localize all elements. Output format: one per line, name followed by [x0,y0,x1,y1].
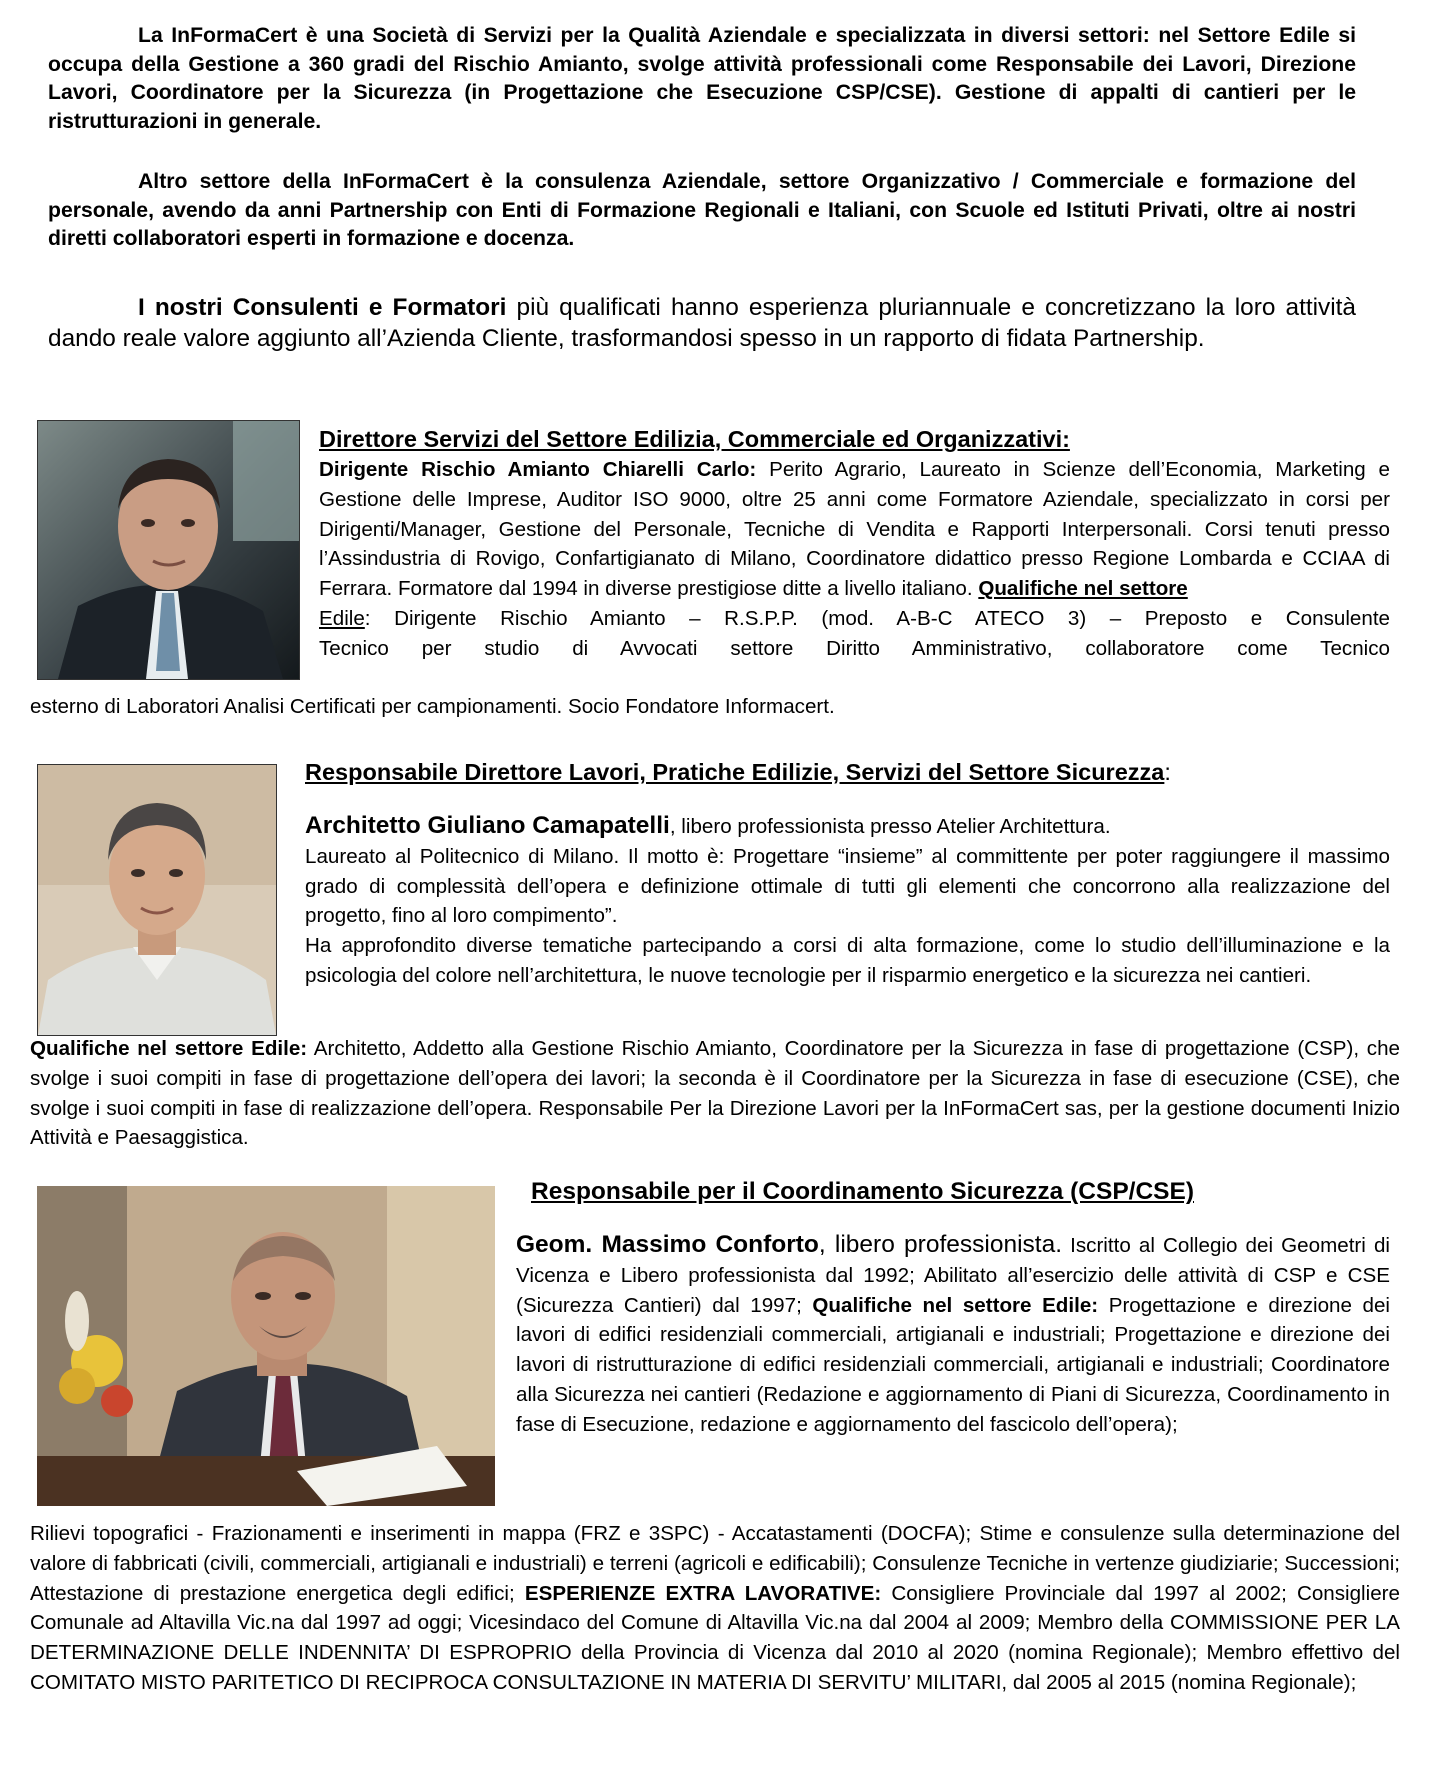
person1-qualifications-text-3: esterno di Laboratori Analisi Certificati per campionamenti. Socio Fondatore Informacert. [30,695,835,718]
intro-paragraph-1-text: La InFormaCert è una Società di Servizi per la Qualità Aziendale e specializzata in diversi settori: nel Settore Edile si occupa della Gestione a 360 gradi del Rischio Amianto, svolge attività professionali come Responsabile dei Lavori, Direzione Lavori, Coordinatore per la Sicurezza (in Progettazione che Esecuzione CSP/CSE). Gestione di appalti di cantieri per le ristrutturazioni in generale. [48,24,1356,133]
portrait-photo-camapatelli [37,764,277,1036]
person2-header-block [305,757,1390,991]
person1-qualifications-label-edile: Edile [319,606,365,630]
person2-qualifications [30,1034,1400,1153]
person1-qualifications-label: Qualifiche nel settore [978,577,1188,601]
person1-qualifications-text-2: Tecnico per studio di Avvocati settore Diritto Amministrativo, collaboratore come Tecnico [319,636,1390,660]
person1-qualifications-line1 [319,604,1390,634]
person3-continued [30,1519,1400,1698]
person1-header-block [319,424,1390,664]
portrait-illustration [38,765,276,1035]
person2-name: Architetto Giuliano Camapatelli [305,812,670,839]
person3-bio-text: Iscritto al Collegio dei Geometri di Vicenza e Libero professionista dal 1992; Abilitato all’esercizio delle attività di CSP e CSE (Sicurezza Cantieri) dal 1997; [516,1234,1390,1317]
person2-qualifications-label: Qualifiche nel settore Edile: [30,1037,308,1060]
person1-bio [319,455,1390,604]
intro-paragraph-3-text: più qualificati hanno esperienza pluriannuale e concretizzano la loro attività dando reale valore aggiunto all’Azienda Cliente, trasformandosi spesso in un rapporto di fidata Partnership. [48,294,1356,352]
person2-bio-2: Ha approfondito diverse tematiche partecipando a corsi di alta formazione, come lo studio dell’illuminazione e la psicologia del colore nell’architettura, le nuove tecnologie per il risparmio energetico e la sicurezza nei cantieri. [305,934,1390,987]
person3-extra-text: Consigliere Provinciale dal 1997 al 2002; Consigliere Comunale ad Altavilla Vic.na dal 1997 ad oggi; Vicesindaco del Comune di Altavilla Vic.na dal 2004 al 2009; Membro della COMMISSIONE PER LA DETERMINAZIONE DELLE INDENNITA’ DI ESPROPRIO della Provincia di Vicenza dal 2010 al 2020 (nomina Regionale); Membro effettivo del COMITATO MISTO PARITETICO DI RECIPROCA CONSULTAZIONE IN MATERIA DI SERVITU’ MILITARI, dal 2005 al 2015 (nomina Regionale); [30,1581,1400,1694]
person1-qualifications-line2 [319,634,1390,664]
person3-qualifications-label: Qualifiche nel settore Edile: [812,1293,1099,1317]
person3-extra-label: ESPERIENZE EXTRA LAVORATIVE: [524,1581,882,1605]
person2-bio-1: Laureato al Politecnico di Milano. Il motto è: Progettare “insieme” al committente per poter raggiungere il massimo grado di complessità dell’opera e definizione ottimale di tutti gli elementi che concorrono alla realizzazione del progetto, fino al loro compimento”. [305,844,1390,928]
person3-name: Geom. Massimo Conforto [516,1231,819,1258]
person2-qualifications-text: Architetto, Addetto alla Gestione Rischio Amianto, Coordinatore per la Sicurezza in fase di progettazione (CSP), che svolge i suoi compiti in fase di progettazione dell’opera dei lavori; la seconda è il Coordinatore per la Sicurezza in fase di esecuzione (CSE), che svolge i suoi compiti in fase di realizzazione dell’opera. Responsabile Per la Direzione Lavori per la InFormaCert sas, per la gestione documenti Inizio Attività e Paesaggistica. [30,1037,1401,1150]
portrait-photo-chiarelli [37,420,300,680]
person3-qualifications-text: Progettazione e direzione dei lavori di edifici residenziali commerciali, artigianali e industriali; Progettazione e direzione dei lavori di ristrutturazione di edifici residenziali commerciali, artigianali e industriali; Coordinatore alla Sicurezza nei cantieri (Redazione e aggiornamento di Piani di Sicurezza, Coordinamento in fase di Esecuzione, redazione e aggiornamento del fascicolo dell’opera); [516,1293,1390,1436]
person3-name-rest: , libero professionista. [818,1231,1063,1258]
intro-paragraph-2 [48,168,1356,254]
person1-name: Dirigente Rischio Amianto Chiarelli Carlo: [319,458,757,481]
person3-role-heading: Responsabile per il Coordinamento Sicurezza (CSP/CSE) [531,1178,1194,1205]
person2-role-heading-colon: : [1164,759,1171,785]
person2-role-heading-row [305,757,1390,788]
person1-qualifications-line3 [30,692,1400,722]
person1-bio-text: Perito Agrario, Laureato in Scienze dell’Economia, Marketing e Gestione delle Imprese, Auditor ISO 9000, oltre 25 anni come Formatore Aziendale, specializzato in corsi per Dirigenti/Manager, Gestione del Personale, Tecniche di Vendita e Rapporti Interpersonali. Corsi tenuti presso l’Assindustria di Rovigo, Confartigianato di Milano, Coordinatore didattico presso Regione Lombarda e CCIAA di Ferrara. Formatore dal 1994 in diverse prestigiose ditte a livello italiano. [319,458,1390,601]
person1-role-heading: Direttore Servizi del Settore Edilizia, Commerciale ed Organizzativi: [319,426,1070,452]
intro-paragraph-2-text: Altro settore della InFormaCert è la consulenza Aziendale, settore Organizzativo / Commerciale e formazione del personale, avendo da anni Partnership con Enti di Formazione Regionali e Italiani, con Scuole ed Istituti Privati, oltre ai nostri diretti collaboratori esperti in formazione e docenza. [48,170,1356,250]
intro-paragraph-3-bold: I nostri Consulenti e Formatori [138,294,507,321]
person2-role-heading: Responsabile Direttore Lavori, Pratiche Edilizie, Servizi del Settore Sicurezza [305,759,1165,785]
person2-name-rest: , libero professionista presso Atelier Architettura. [669,815,1111,838]
portrait-illustration [37,1186,495,1506]
portrait-illustration [38,421,299,679]
intro-paragraph-1 [48,22,1356,136]
person1-qualifications-text-1: : Dirigente Rischio Amianto – R.S.P.P. (mod. A-B-C ATECO 3) – Preposto e Consulente [364,606,1390,630]
portrait-photo-conforto [37,1186,495,1506]
intro-paragraph-3 [48,293,1356,354]
person3-bio [516,1230,1390,1440]
person3-continued-text: Rilievi topografici - Frazionamenti e inserimenti in mappa (FRZ e 3SPC) - Accatastamenti (DOCFA); Stime e consulenze sulla determinazione del valore di fabbricati (civili, commerciali, artigianali e industriali) e terreni (agricoli e edificabili); Consulenze Tecniche in vertenze giudiziarie; Successioni; Attestazione di prestazione energetica degli edifici; [30,1522,1400,1605]
person2-name-line [305,811,1390,842]
person3-header-block [516,1176,1390,1440]
